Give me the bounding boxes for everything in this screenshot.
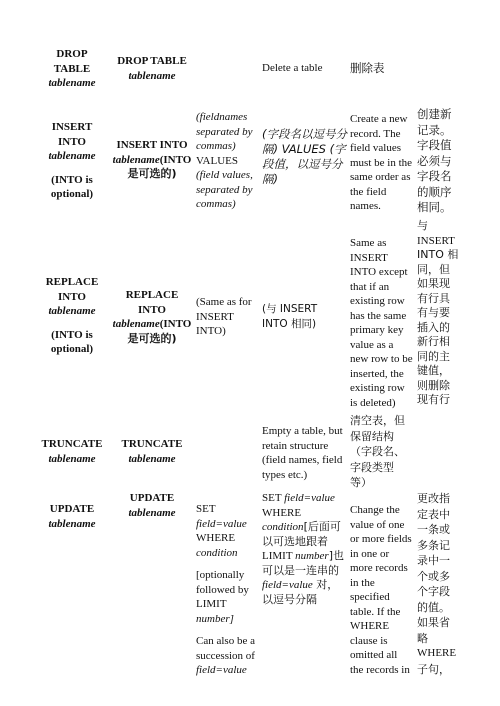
cell-text: 必须与: [417, 153, 452, 168]
cell-text: UPDATE: [129, 492, 175, 504]
cell-text: Delete a table: [262, 62, 323, 74]
cell-text: names.: [350, 200, 381, 212]
cell-text: 隔): [262, 172, 278, 186]
cell-text: 隔) VALUES (字: [262, 142, 346, 156]
replace-parameters-cell: [196, 295, 258, 339]
cell-text: 有与要: [417, 306, 450, 319]
cell-text: tablename: [128, 452, 176, 465]
cell-text: 键值，: [417, 364, 450, 377]
cell-text: separated by: [196, 125, 253, 138]
cell-text: existing row: [350, 295, 405, 307]
cell-text: INSERT: [350, 251, 388, 264]
cell-text: TRUNCATE: [121, 438, 183, 450]
cell-text: INSERT: [51, 121, 93, 133]
cell-text: INSERT: [196, 310, 234, 323]
cell-text: 一条或: [417, 523, 450, 536]
cell-text: 同的主: [417, 349, 450, 363]
cell-text: more records: [350, 562, 408, 574]
cell-text: 略: [417, 631, 428, 645]
cell-text: 保留结构: [350, 429, 394, 443]
cell-text: field values: [350, 142, 402, 154]
cell-text: 如果省: [417, 616, 450, 629]
cell-text: INTO: [58, 290, 86, 303]
cell-text: 多条记: [417, 538, 450, 552]
cell-text: is deleted): [350, 396, 396, 409]
cell-text: INTO): [196, 325, 226, 337]
cell-text: (字段名以逗号分: [262, 127, 347, 141]
cell-text: 是可选的): [127, 331, 177, 345]
cell-text: UPDATE: [49, 503, 95, 515]
cell-text: omitted all: [350, 649, 398, 661]
cell-text: condition: [262, 521, 304, 533]
cell-text: 的值。: [417, 600, 450, 614]
cell-text: (INTO is: [51, 173, 93, 186]
cell-text: 现有行: [417, 393, 450, 406]
cell-text: 新行相: [417, 335, 450, 348]
cell-text: (Same as for: [196, 296, 252, 308]
update-syntax-cell: [109, 491, 195, 520]
cell-text: 清空表，但: [350, 414, 405, 427]
cell-text: (field names, field: [262, 454, 343, 466]
cell-text: tablename: [48, 77, 96, 89]
cell-text: that if an: [350, 280, 390, 293]
cell-text: SET: [196, 503, 216, 515]
cell-text: ]也: [328, 549, 345, 562]
cell-text: 对，: [312, 578, 339, 591]
truncate-description-cell: [262, 424, 350, 482]
cell-text: Create a new: [350, 113, 408, 125]
cell-text: in the: [350, 576, 375, 589]
replace-command-cell: [34, 275, 110, 357]
cell-text: TRUNCATE: [41, 438, 103, 450]
cell-text: inserted, the: [350, 367, 404, 380]
cell-text: (与 INSERT: [262, 303, 318, 315]
update-parameters-chinese-cell: [262, 491, 352, 607]
cell-text: 是可选的): [127, 167, 177, 180]
truncate-command-cell: [34, 437, 110, 466]
cell-text: 字段名: [417, 169, 452, 183]
cell-text: INTO: [138, 303, 166, 316]
truncate-syntax-cell: [109, 437, 195, 466]
cell-text: commas): [196, 198, 236, 210]
cell-text: number]: [196, 612, 234, 625]
cell-text: new row to be: [350, 353, 413, 365]
cell-text: 定表中: [417, 507, 450, 521]
cell-text: condition: [196, 546, 238, 559]
cell-text: (INTO: [159, 153, 192, 166]
cell-text: 记录。: [417, 122, 452, 137]
cell-text: 段值，以逗号分: [262, 157, 343, 171]
cell-text: WHERE: [417, 647, 457, 659]
cell-text: value of one: [350, 518, 405, 531]
cell-text: 字段值: [417, 138, 452, 152]
cell-text: 子句，: [417, 662, 450, 676]
insert-description-cell: [350, 112, 414, 214]
cell-text: 可以是一连串的: [262, 563, 339, 577]
drop-command-cell: [34, 47, 110, 91]
cell-text: (fieldnames: [196, 111, 248, 123]
cell-text: 插入的: [417, 320, 450, 334]
cell-text: INTO 相同): [262, 317, 317, 330]
cell-text: or more fields: [350, 533, 412, 545]
cell-text: REPLACE: [45, 276, 99, 288]
cell-text: has the same: [350, 309, 407, 322]
cell-text: tablename: [48, 452, 96, 465]
cell-text: record. The: [350, 127, 401, 140]
cell-text: same order as: [350, 171, 411, 183]
cell-text: followed by: [196, 583, 249, 596]
cell-text: 录中一: [417, 554, 450, 567]
cell-text: [后面可: [303, 520, 341, 533]
cell-text: value as a: [350, 338, 394, 351]
cell-text: 等）: [350, 476, 372, 489]
replace-chinese-cell: [417, 219, 465, 408]
cell-text: 则删除: [417, 378, 450, 392]
cell-text: tablename: [48, 517, 96, 530]
insert-command-cell: [34, 120, 110, 202]
cell-text: tablename: [112, 153, 160, 166]
truncate-chinese-cell: [350, 413, 414, 491]
cell-text: tablename: [112, 318, 160, 330]
cell-text: TABLE: [53, 62, 91, 75]
cell-text: LIMIT: [262, 550, 296, 562]
insert-syntax-cell: [109, 138, 195, 182]
replace-parameters-chinese-cell: [262, 302, 350, 331]
cell-text: field=value: [196, 664, 247, 676]
cell-text: DROP: [56, 48, 88, 60]
cell-text: SET: [262, 492, 285, 504]
cell-text: 如果现: [417, 277, 450, 290]
cell-text: INTO except: [350, 266, 408, 278]
cell-text: DROP TABLE: [117, 55, 187, 67]
drop-description-cell: [262, 61, 350, 76]
cell-text: clause is: [350, 634, 388, 647]
cell-text: 相同。: [417, 200, 452, 214]
cell-text: INSERT INTO: [116, 139, 188, 151]
cell-text: INSERT: [417, 234, 455, 247]
cell-text: Same as: [350, 237, 387, 249]
cell-text: types etc.): [262, 468, 308, 481]
cell-text: table. If the: [350, 605, 401, 618]
cell-text: 与: [417, 219, 428, 232]
insert-parameters-chinese-cell: [262, 127, 350, 187]
cell-text: [optionally: [196, 569, 245, 581]
cell-text: retain structure: [262, 439, 329, 452]
cell-text: tablename: [48, 150, 96, 162]
cell-text: 以可选地跟着: [262, 534, 328, 548]
cell-text: 更改指: [417, 492, 450, 505]
cell-text: optional): [50, 343, 94, 355]
update-chinese-cell: [417, 491, 465, 677]
drop-syntax-cell: [109, 54, 195, 83]
cell-text: （字段名、: [350, 445, 405, 458]
cell-text: (INTO: [159, 318, 192, 330]
cell-text: field=value: [284, 492, 335, 504]
cell-text: Empty a table, but: [262, 425, 343, 437]
cell-text: primary key: [350, 324, 404, 336]
update-command-cell: [34, 502, 110, 531]
cell-text: LIMIT: [196, 598, 227, 610]
cell-text: number: [295, 550, 329, 562]
cell-text: 个字段: [417, 585, 450, 598]
cell-text: 个或多: [417, 569, 450, 583]
cell-text: 同，但: [417, 262, 450, 276]
cell-text: must be in the: [350, 156, 413, 169]
cell-text: tablename: [48, 305, 96, 317]
replace-syntax-cell: [109, 288, 195, 346]
update-parameters-cell: [196, 502, 258, 678]
cell-text: INTO: [58, 135, 86, 148]
insert-parameters-cell: [196, 110, 258, 212]
replace-description-cell: [350, 236, 414, 410]
cell-text: field=value: [262, 579, 313, 591]
cell-text: Change the: [350, 504, 400, 516]
cell-text: the field: [350, 185, 387, 198]
drop-chinese-cell: [350, 61, 414, 76]
cell-text: WHERE: [350, 620, 390, 632]
cell-text: 创建新: [417, 107, 452, 121]
cell-text: WHERE: [262, 506, 302, 519]
cell-text: specified: [350, 591, 390, 603]
cell-text: Can also be a: [196, 635, 255, 647]
cell-text: REPLACE: [125, 289, 179, 301]
cell-text: 有行具: [417, 291, 450, 305]
cell-text: INTO 相: [417, 248, 459, 261]
cell-text: tablename: [128, 506, 176, 519]
cell-text: in one or: [350, 547, 390, 560]
cell-text: the records in: [350, 663, 410, 676]
cell-text: 以逗号分隔: [262, 592, 317, 606]
cell-text: tablename: [128, 69, 176, 82]
cell-text: separated by: [196, 183, 253, 196]
cell-text: optional): [50, 188, 94, 200]
cell-text: VALUES: [196, 154, 238, 167]
cell-text: 字段类型: [350, 460, 394, 474]
cell-text: WHERE: [196, 532, 236, 544]
insert-chinese-cell: [417, 107, 465, 216]
cell-text: field=value: [196, 517, 247, 530]
cell-text: existing row: [350, 382, 405, 394]
cell-text: (INTO is: [51, 328, 93, 341]
cell-text: 删除表: [350, 61, 385, 75]
cell-text: 的顺序: [417, 184, 452, 199]
cell-text: (field values,: [196, 169, 253, 181]
cell-text: commas): [196, 140, 236, 152]
cell-text: succession of: [196, 649, 255, 662]
update-description-cell: [350, 503, 414, 677]
